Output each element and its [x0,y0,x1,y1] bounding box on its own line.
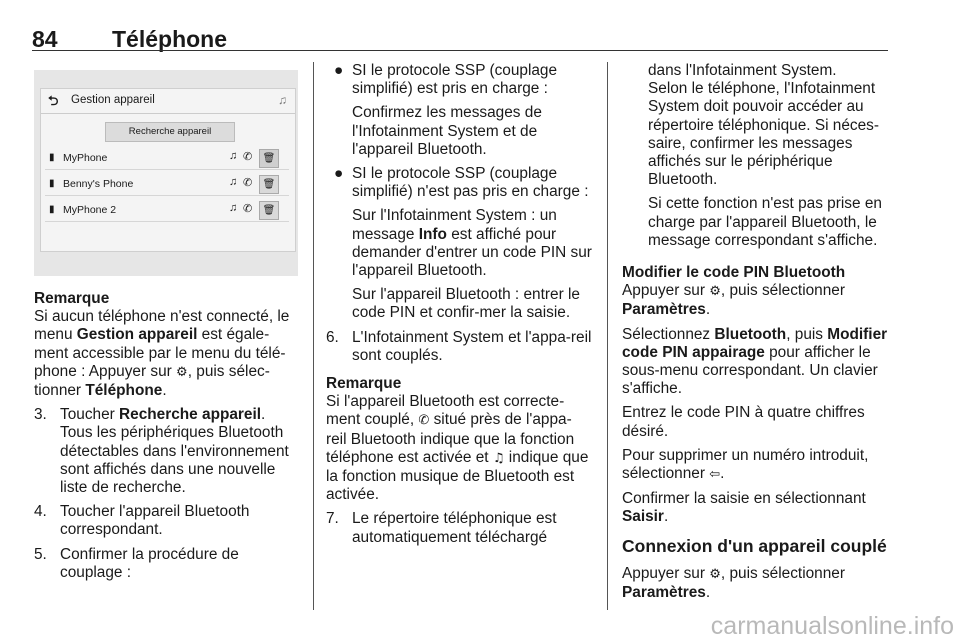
delete-icon: 🗑 [259,149,279,168]
section-heading-connect: Connexion d'un appareil couplé [622,535,887,556]
music-connection-icon: ♫ [229,150,238,162]
step-text: Tous les périphériques Bluetooth détectables dans l'environnement sont affichés dans une nouvelle liste de recherche. [60,424,289,497]
bullet-text: SI le protocole SSP (couplage simplifié) n'est pas pris en charge : [352,165,589,201]
step-text: Confirmer la procédure de couplage : [60,545,239,581]
text-part: Sélectionnez [622,325,715,343]
text-part: Appuyer sur [622,564,710,582]
section-heading-pin: Modifier le code PIN Bluetooth [622,264,846,282]
note-text: situé près de l'appa-reil Bluetooth indique que la fonction téléphone est activée et [326,411,575,466]
phone-function-icon: ✆ [418,413,430,429]
paragraph [622,282,888,319]
step-text: Selon le téléphone, l'Infotainment System doit pouvoir accéder au répertoire téléphonique. Si néces-saire, confirmer les messages affichés sur le périphérique Bluetooth. [648,80,880,189]
text-part: pour afficher le sous-menu correspondant. Un clavier s'affiche. [622,343,878,398]
header-rule [32,50,888,51]
text-part: , puis sélectionner [720,282,845,300]
step-7 [326,510,592,546]
paragraph [622,447,888,484]
bullet-subtext: Confirmez les messages de l'Infotainment System et de l'appareil Bluetooth. [352,104,542,158]
subtext-part: est affiché pour demander d'entrer un code PIN sur l'appareil Bluetooth. [352,225,592,280]
backspace-icon: ⇦ [709,467,721,483]
note-text: . [162,382,167,400]
settings-icon: ⚙ [176,364,188,380]
note [34,290,300,400]
device-name: MyPhone 2 [63,204,117,216]
step-button-name: Recherche appareil [119,406,262,424]
step-text: Le répertoire téléphonique est automatiquement téléchargé [352,510,557,546]
step-4 [34,503,300,539]
text-part: . [705,301,711,319]
paragraph [622,326,888,399]
step-text: L'Infotainment System et l'appa-reil sont couplés. [352,328,592,364]
music-connection-icon: ♫ [229,176,238,188]
handset-icon: ✆ [243,151,253,163]
handset-icon: ✆ [243,203,253,215]
step-number: 7. [326,510,339,528]
watermark: carmanualsonline.info [710,612,954,640]
text-part: . [705,584,711,602]
note [326,375,592,504]
step-5 [34,546,300,582]
step-text: dans l'Infotainment System. [648,62,837,79]
device-row [45,199,289,222]
step-7-continued [622,62,888,80]
column-3 [622,62,888,608]
text-part: , puis sélectionner [720,564,845,582]
music-note-icon: ♫ [278,93,287,107]
back-arrow-icon: ⮌ [48,93,59,108]
column-divider [313,62,314,610]
text-part: Modifier code PIN appairage [622,325,888,361]
text-part: Saisir [622,508,664,526]
screen-frame [40,88,296,252]
paragraph: Entrez le code PIN à quatre chiffres désiré. [622,404,865,440]
step-text: Toucher l'appareil Bluetooth correspondant. [60,503,250,539]
device-name: Benny's Phone [63,178,134,190]
device-row [45,173,289,196]
note-text: Si aucun téléphone n'est connecté, le menu [34,308,290,344]
phone-icon: ▮ [49,178,55,189]
note-menu-name: Téléphone [85,382,163,400]
settings-icon: ⚙ [709,566,721,582]
note-title: Remarque [326,375,402,393]
note-text: est égale-ment accessible par le menu du télé-phone : Appuyer sur [34,326,286,380]
screen-header [41,89,295,114]
handset-icon: ✆ [243,177,253,189]
note-text: indique que la fonction musique de Bluetooth est activée. [326,448,589,504]
column-2 [326,62,592,553]
device-row [45,147,289,170]
music-connection-icon: ♫ [229,202,238,214]
text-part: Confirmer la saisie en sélectionnant [622,490,866,508]
step-text: Si cette fonction n'est pas prise en charge par l'appareil Bluetooth, le message correspondant s'affiche. [648,195,882,249]
column-1 [34,290,300,588]
settings-icon: ⚙ [709,284,721,300]
note-text: Si l'appareil Bluetooth est correcte-ment couplé, [326,393,565,429]
paragraph [622,565,888,602]
text-part: Bluetooth [714,325,787,343]
subtext-part: Sur l'Infotainment System : un message [352,207,557,243]
step-text: Toucher [60,406,120,424]
bullet-ssp-unsupported [326,165,592,201]
bullet-text: SI le protocole SSP (couplage simplifié) est pris en charge : [352,62,558,98]
bullet-ssp-supported [326,62,592,98]
delete-icon: 🗑 [259,201,279,220]
text-part: , puis [786,325,828,343]
search-device-button: Recherche appareil [105,122,235,142]
bullet-icon: ● [334,62,344,79]
note-text: , puis sélec-tionner [34,362,270,400]
step-number: 6. [326,328,339,346]
bullet-subtext [326,207,592,280]
device-management-screenshot [34,70,298,276]
step-number: 4. [34,503,47,521]
bullet-icon: ● [334,165,344,183]
screen-title: Gestion appareil [71,94,155,106]
note-menu-name: Gestion appareil [76,326,198,344]
paragraph [622,490,888,526]
text-part: . [720,465,725,483]
text-part: Paramètres [622,584,706,602]
bullet-subtext: Sur l'appareil Bluetooth : entrer le code PIN et confir-mer la saisie. [352,286,580,322]
note-title: Remarque [34,290,110,307]
step-6 [326,329,592,365]
page-title: Téléphone [112,26,228,52]
device-name: MyPhone [63,152,108,164]
text-part: Pour supprimer un numéro introduit, sélectionner [622,446,869,483]
delete-icon: 🗑 [259,175,279,194]
text-part: Paramètres [622,301,706,319]
phone-icon: ▮ [49,204,55,215]
step-text: . [261,406,266,424]
column-divider [607,62,608,610]
page-number: 84 [32,26,58,52]
music-function-icon: ♫ [492,450,505,466]
text-part: Appuyer sur [622,282,710,300]
step-number: 5. [34,545,47,563]
page-header [0,0,960,52]
step-3 [34,406,300,497]
step-number: 3. [34,406,47,424]
text-part: . [663,508,669,526]
subtext-part: Info [418,225,447,243]
phone-icon: ▮ [49,152,55,163]
